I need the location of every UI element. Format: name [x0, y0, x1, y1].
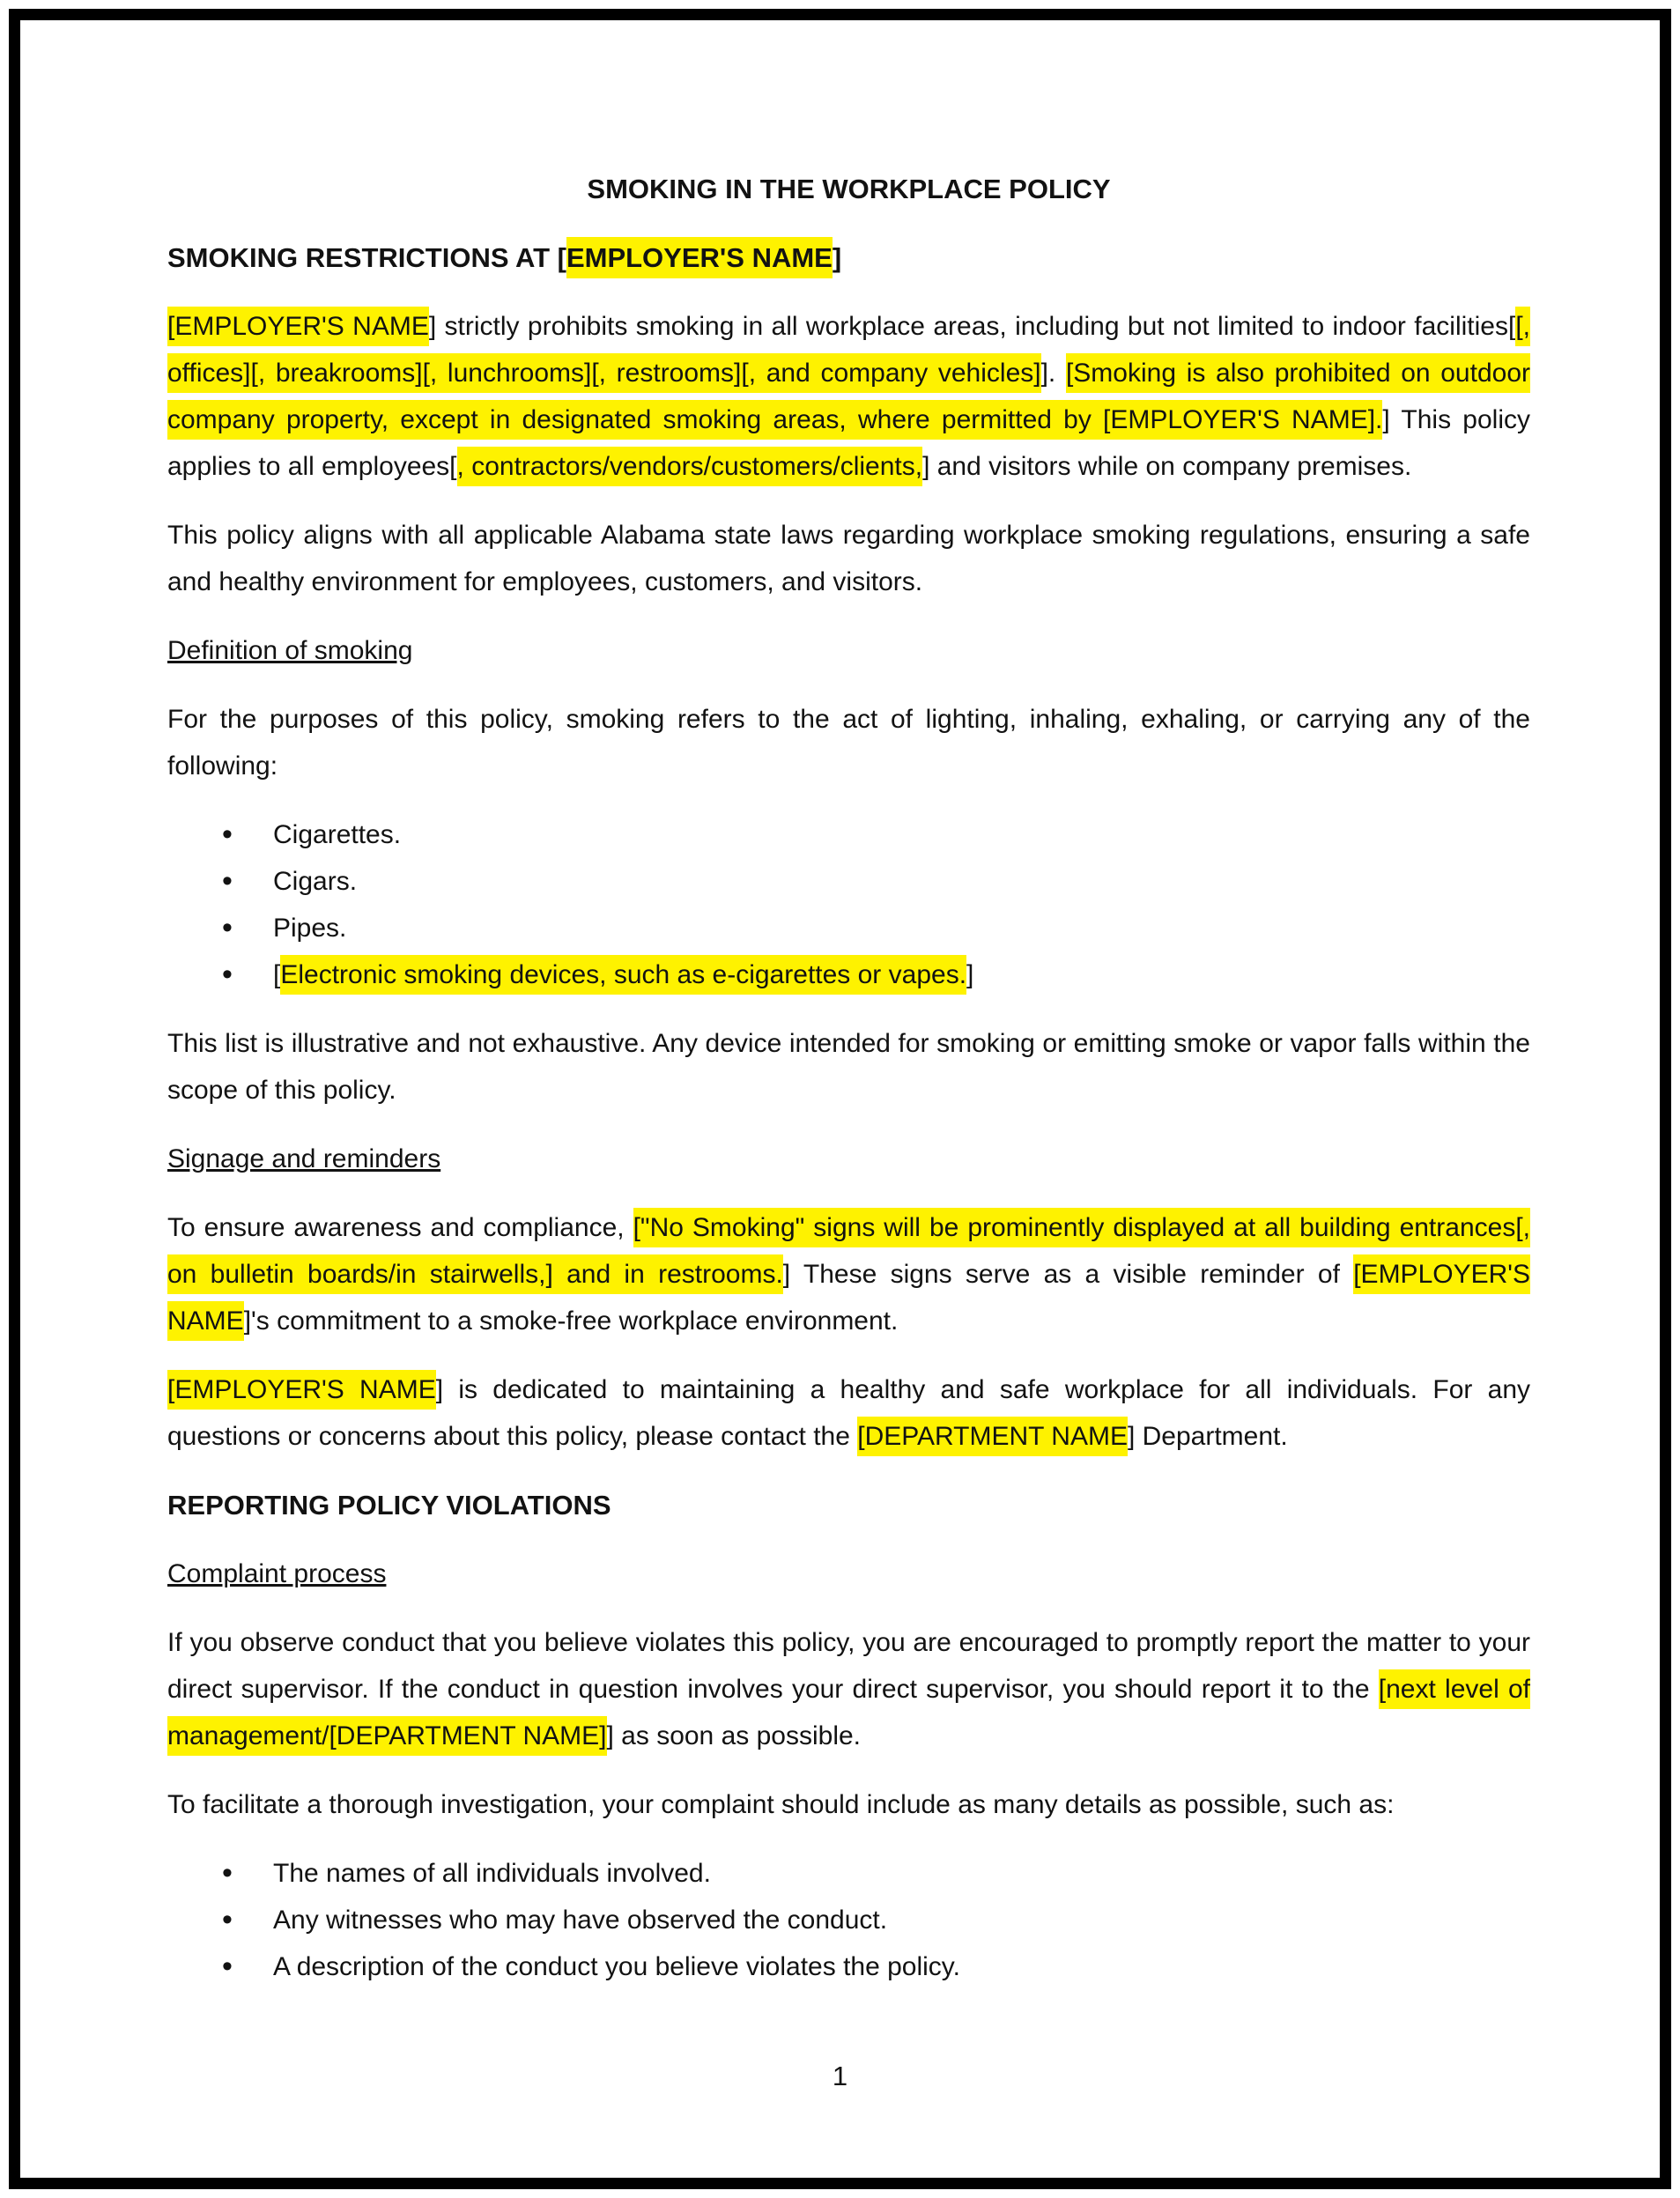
highlighted-text: [EMPLOYER'S NAME — [167, 1370, 436, 1410]
bullet-item — [273, 1897, 1530, 1943]
text-run: ] strictly prohibits smoking in all workplace areas, including but not limited to indoor facilities[ — [428, 312, 1516, 341]
text-run: ] — [832, 242, 842, 273]
text-run: The names of all individuals involved. — [273, 1859, 711, 1888]
paragraph — [167, 696, 1530, 789]
text-run: Cigars. — [273, 867, 358, 896]
text-run: This list is illustrative and not exhaustive. Any device intended for smoking or emitting smoke or vapor falls within the scope of this policy. — [167, 1029, 1530, 1105]
text-run: If you observe conduct that you believe violates this policy, you are encouraged to promptly report the matter to your direct supervisor. If the conduct in question involves your direct supervisor, you should report it to the — [167, 1628, 1530, 1704]
section-subheading — [167, 627, 1530, 674]
text-run: ]. — [1040, 359, 1066, 388]
bullet-item — [273, 858, 1530, 905]
text-run: REPORTING POLICY VIOLATIONS — [167, 1490, 611, 1521]
text-run: Cigarettes. — [273, 820, 402, 849]
highlighted-text: [, offices][, breakrooms][, lunchrooms][, restrooms][, and company vehicles] — [167, 307, 1530, 393]
paragraph — [167, 1020, 1530, 1114]
text-run: ] — [966, 960, 974, 989]
text-run: For the purposes of this policy, smoking refers to the act of lighting, inhaling, exhaling, or carrying any of the following: — [167, 705, 1530, 781]
text-run: A description of the conduct you believe violates the policy. — [273, 1952, 960, 1981]
text-run: Pipes. — [273, 914, 347, 943]
text-run: ] This policy applies to all employees[ — [167, 405, 1530, 481]
text-run: SMOKING RESTRICTIONS AT [ — [167, 242, 566, 273]
bullet-item — [273, 811, 1530, 858]
highlighted-text: ["No Smoking" signs will be prominently displayed at all building entrances[, on bulletin boards/in stairwells,] and in restrooms. — [167, 1208, 1530, 1294]
highlighted-text: Electronic smoking devices, such as e-cigarettes or vapes. — [280, 955, 966, 995]
highlighted-text: EMPLOYER'S NAME — [566, 237, 833, 278]
bullet-list — [167, 811, 1530, 998]
text-run: ] is dedicated to maintaining a healthy and safe workplace for all individuals. For any questions or concerns about this policy, please contact the — [167, 1375, 1531, 1451]
paragraph — [167, 1619, 1530, 1759]
text-run: ] Department. — [1127, 1422, 1288, 1451]
highlighted-text: , contractors/vendors/customers/clients, — [457, 447, 923, 486]
text-run: This policy aligns with all applicable Alabama state laws regarding workplace smoking regulations, ensuring a safe and healthy environment for employees, customers, and visitors. — [167, 521, 1530, 596]
text-run: To facilitate a thorough investigation, your complaint should include as many details as possible, such as: — [167, 1790, 1395, 1819]
bullet-list — [167, 1850, 1530, 1990]
text-run: ]'s commitment to a smoke-free workplace environment. — [243, 1306, 899, 1336]
bullet-item — [273, 905, 1530, 951]
text-run: Any witnesses who may have observed the conduct. — [273, 1906, 888, 1935]
text-run: Complaint process — [167, 1559, 387, 1588]
paragraph — [167, 1781, 1530, 1828]
highlighted-text: [EMPLOYER'S NAME — [167, 307, 429, 346]
text-run: Definition of smoking — [167, 636, 413, 665]
document-title: SMOKING IN THE WORKPLACE POLICY — [587, 174, 1111, 204]
text-run: ] as soon as possible. — [606, 1721, 862, 1750]
section-subheading — [167, 1550, 1530, 1597]
highlighted-text: [EMPLOYER'S NAME — [167, 1254, 1530, 1341]
text-run: ] and visitors while on company premises. — [922, 452, 1412, 481]
highlighted-text: [DEPARTMENT NAME — [857, 1417, 1128, 1456]
paragraph — [167, 303, 1530, 490]
text-run: ] These signs serve as a visible reminder of — [782, 1260, 1354, 1289]
highlighted-text: [next level of management/[DEPARTMENT NAME] — [167, 1669, 1530, 1756]
text-run: Signage and reminders — [167, 1144, 441, 1173]
bullet-item — [273, 1850, 1530, 1897]
paragraph — [167, 1366, 1530, 1460]
paragraph — [167, 512, 1530, 605]
page-number: 1 — [832, 2061, 848, 2091]
text-run: To ensure awareness and compliance, — [167, 1213, 633, 1242]
highlighted-text: [Smoking is also prohibited on outdoor company property, except in designated smoking areas, where permitted by [EMPLOYER'S NAME]. — [167, 353, 1530, 440]
document-content — [167, 166, 1530, 2012]
section-heading — [167, 1482, 1530, 1528]
section-subheading — [167, 1136, 1530, 1182]
document-body — [167, 234, 1530, 1990]
section-heading — [167, 234, 1530, 281]
paragraph — [167, 1204, 1530, 1344]
bullet-item — [273, 1943, 1530, 1990]
bullet-item — [273, 951, 1530, 998]
text-run: [ — [273, 960, 281, 989]
